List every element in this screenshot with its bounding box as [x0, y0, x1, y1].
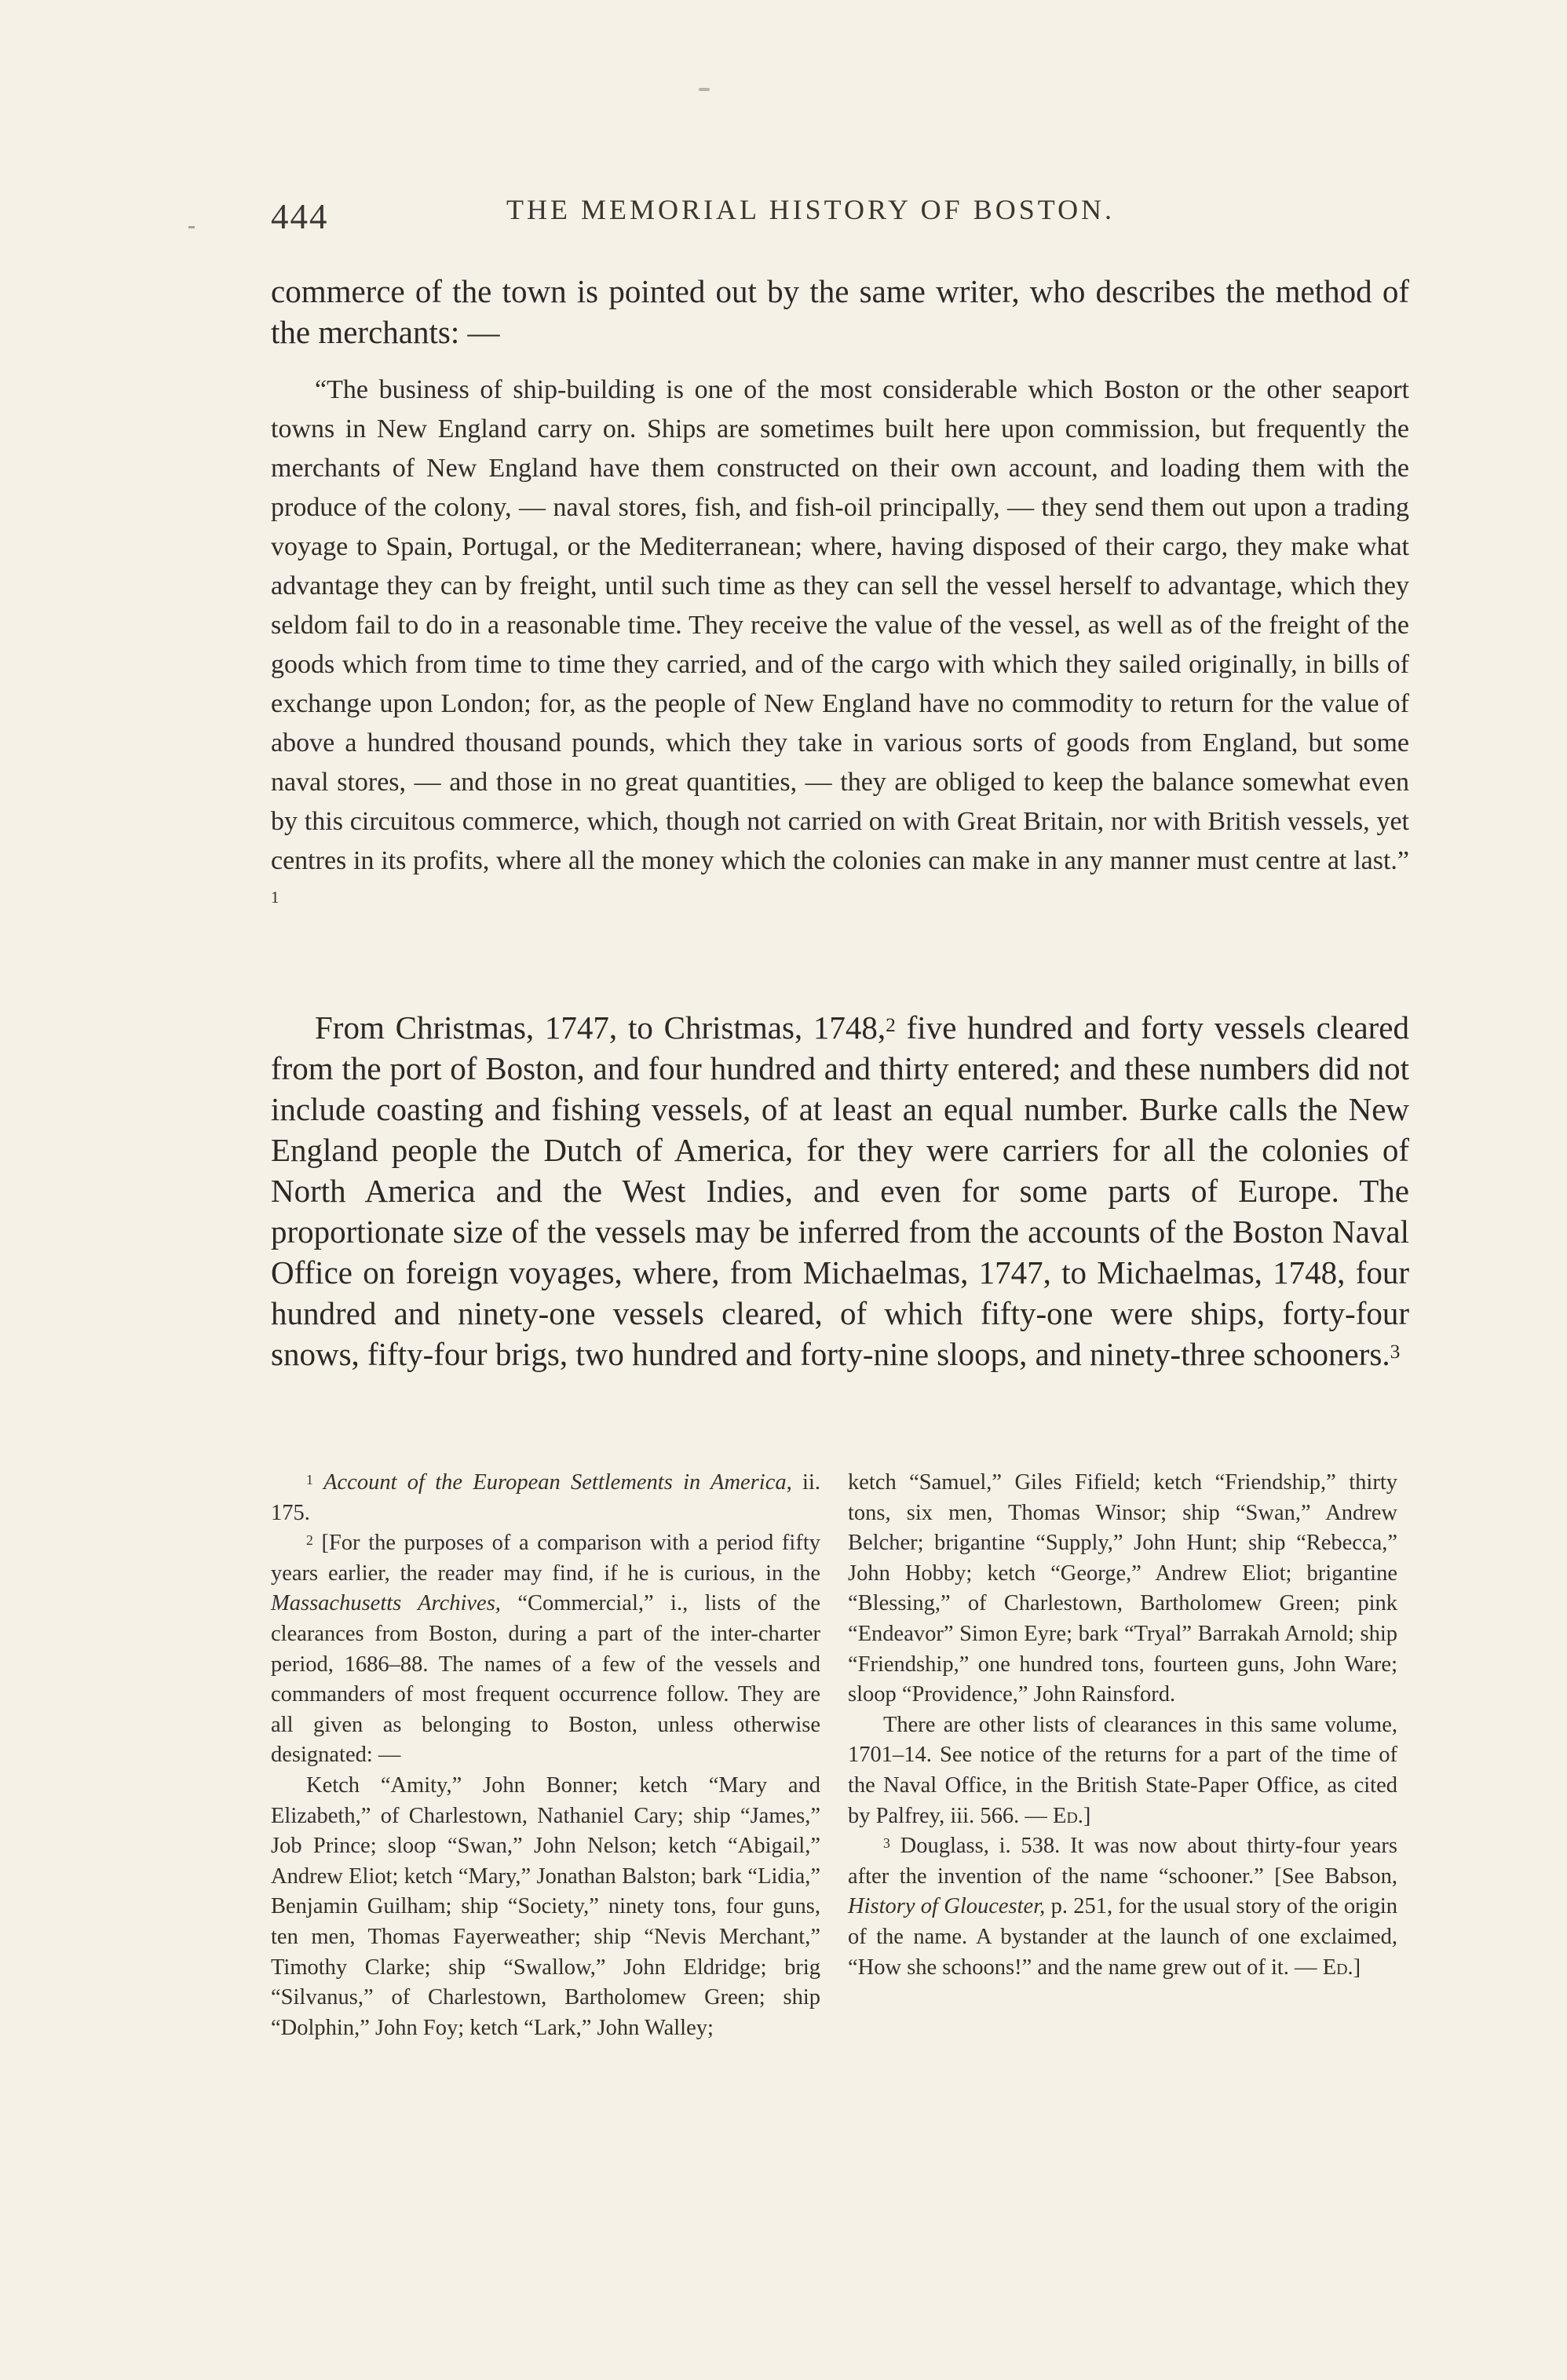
footnote-1: [271, 1468, 820, 1528]
footnote-1-title: Account of the European Settlements in America,: [323, 1470, 792, 1495]
main-paragraph: [271, 1007, 1409, 1374]
ketch-list-right: ketch “Samuel,” Giles Fifield; ketch “Friendship,” thirty tons, six men, Thomas Winsor; ship “Swan,” Andrew Belcher; brigantine “Supply,” John Hunt; ship “Rebecca,” John Hobby; ketch “George,” Andrew Eliot; brigantine “Blessing,” of Charlestown, Bartholomew Green; pink “Endeavor” Simon Eyre; bark “Tryal” Barrakah Arnold; ship “Friendship,” one hundred tons, fourteen guns, John Ware; sloop “Providence,” John Rainsford.: [848, 1470, 1397, 1707]
footnotes: [271, 1468, 1405, 2159]
footnote-3-editor-label: Ed.]: [1322, 1955, 1361, 1980]
footnote-2-text-b: “Commercial,” i., lists of the clearances from Boston, during a part of the inter-charter period, 1686–88. The names of a few of the vessels and commanders of most frequent occurrence follow. They are all given as belonging to Boston, unless otherwise designated: —: [271, 1591, 820, 1768]
footnote-marker-1: 1: [306, 1471, 313, 1488]
footnote-3-text-a: Douglass, i. 538. It was now about thirty-four years after the invention of the name “schooner.” [See Babson,: [848, 1834, 1397, 1889]
footnote-3: [848, 1831, 1397, 1983]
footnote-column-left: [271, 1468, 820, 2043]
footnote-marker-3: 3: [883, 1834, 890, 1851]
running-head: [271, 187, 1401, 242]
footnote-ref-3[interactable]: 3: [1390, 1341, 1401, 1363]
other-lists-note: [848, 1710, 1397, 1831]
intro-paragraph: commerce of the town is pointed out by the same writer, who describes the method of the merchants: —: [271, 273, 1409, 350]
footnote-ref-2[interactable]: 2: [886, 1014, 896, 1037]
para2-part1: From Christmas, 1747, to Christmas, 1748,: [315, 1009, 886, 1046]
footnote-column-right: [848, 1468, 1397, 1983]
footnote-3-book: History of Gloucester,: [848, 1894, 1046, 1919]
footnote-3-text-b: p. 251, for the usual story of the origin of the name. A bystander at the launch of one exclaimed, “How she schoons!” and the name grew out of it. —: [848, 1894, 1397, 1980]
footnote-1-rest: ii. 175.: [271, 1470, 820, 1525]
para2-part2: five hundred and forty vessels cleared from the port of Boston, and four hundred and thirty entered; and these numbers did not include coasting and fishing vessels, of at least an equal number. Burke calls the New England people the Dutch of America, for they were carriers for all the colonies of North America and the West Indies, and even for some parts of Europe. The proportionate size of the vessels may be inferred from the accounts of the Boston Naval Office on foreign voyages, where, from Michaelmas, 1747, to Michaelmas, 1748, four hundred and ninety-one vessels cleared, of which fifty-one were ships, forty-four snows, fifty-four brigs, two hundred and forty-nine sloops, and ninety-three schooners.: [271, 1009, 1409, 1372]
block-quote: [271, 371, 1409, 920]
footnote-2-text-a: [For the purposes of a comparison with a period fifty years earlier, the reader may find, if he is curious, in the: [271, 1531, 820, 1586]
running-title: THE MEMORIAL HISTORY OF BOSTON.: [506, 194, 1116, 225]
margin-mark: [188, 226, 195, 228]
footnote-ref-1[interactable]: 1: [271, 887, 279, 907]
print-mark: [699, 88, 710, 91]
editor-label: Ed.]: [1052, 1803, 1091, 1828]
page-number: 444: [271, 197, 329, 236]
footnote-2-archives: Massachusetts Archives,: [271, 1591, 501, 1616]
ketch-list-left: Ketch “Amity,” John Bonner; ketch “Mary and Elizabeth,” of Charlestown, Nathaniel Cary; ship “James,” Job Prince; sloop “Swan,” John Nelson; ketch “Abigail,” Andrew Eliot; ketch “Mary,” Jonathan Balston; bark “Lidia,” Benjamin Guilham; ship “Society,” ninety tons, four guns, ten men, Thomas Fayerweather; ship “Nevis Merchant,” Timothy Clarke; ship “Swallow,” John Eldridge; brig “Silvanus,” of Charlestown, Bartholomew Green; ship “Dolphin,” John Foy; ketch “Lark,” John Walley;: [271, 1772, 820, 2040]
quote-text: “The business of ship-building is one of the most considerable which Boston or the other seaport towns in New England carry on. Ships are sometimes built here upon commission, but frequently the merchants of New England have them constructed on their own account, and loading them with the produce of the colony, — naval stores, fish, and fish-oil principally, — they send them out upon a trading voyage to Spain, Portugal, or the Mediterranean; where, having disposed of their cargo, they make what advantage they can by freight, until such time as they can sell the vessel herself to advantage, which they seldom fail to do in a reasonable time. They receive the value of the vessel, as well as of the freight of the goods which from time to time they carried, and of the cargo with which they sailed originally, in bills of exchange upon London; for, as the people of New England have no commodity to return for the value of above a hundred thousand pounds, which they take in various sorts of goods from England, but some naval stores, — and those in no great quantities, — they are obliged to keep the balance somewhat even by this circuitous commerce, which, though not carried on with Great Britain, nor with British vessels, yet centres in its profits, where all the money which the colonies can make in any manner must centre at last.”: [271, 375, 1409, 875]
footnote-marker-2: 2: [306, 1532, 313, 1549]
other-lists-text: There are other lists of clearances in this same volume, 1701–14. See notice of the returns for a part of the time of the Naval Office, in the British State-Paper Office, as cited by Palfrey, iii. 566. —: [848, 1712, 1397, 1828]
footnote-2: [271, 1528, 820, 1771]
